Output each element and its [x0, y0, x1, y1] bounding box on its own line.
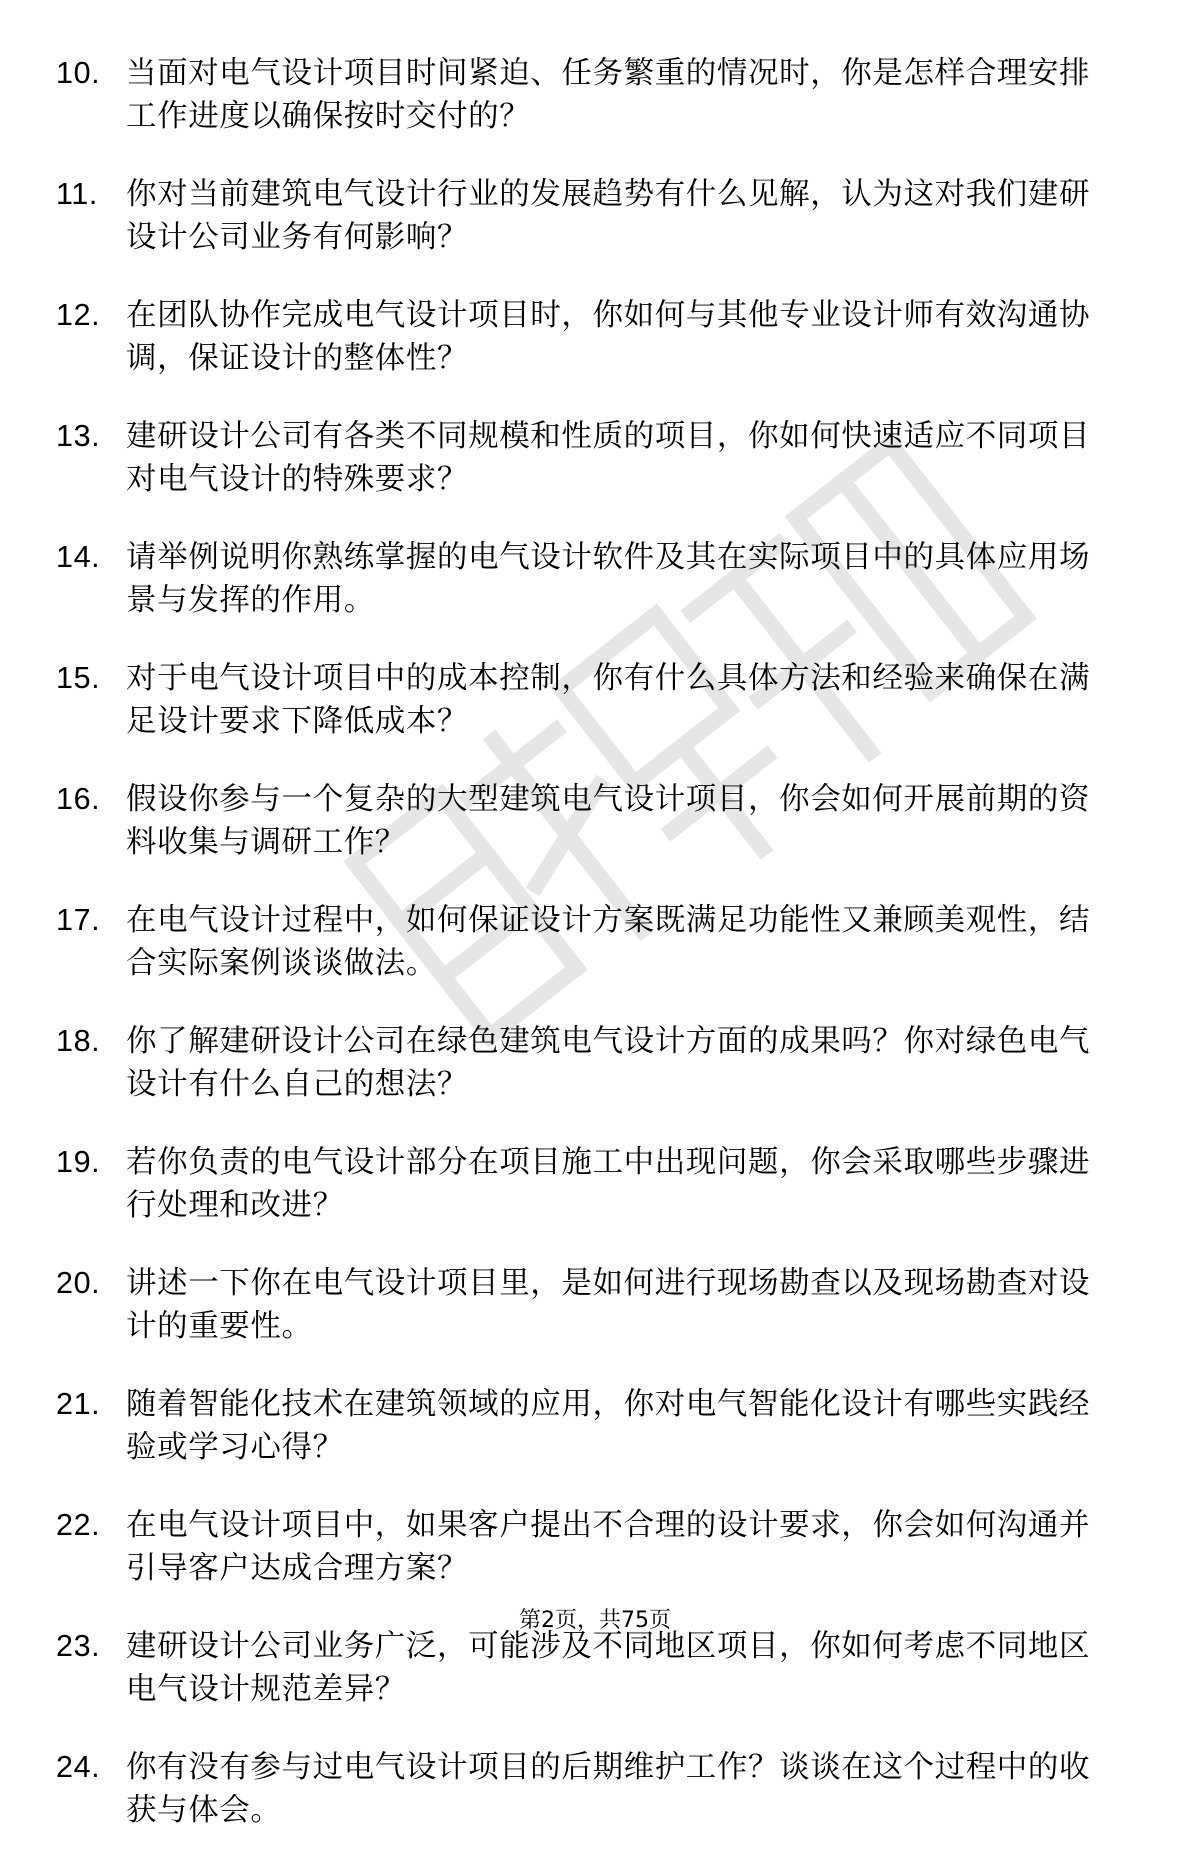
question-item: [56, 1020, 1116, 1106]
question-number: 22.: [56, 1508, 101, 1542]
question-item: [56, 415, 1116, 501]
question-number: 17.: [56, 903, 101, 937]
question-item: [56, 1504, 1116, 1590]
question-text: 请举例说明你熟练掌握的电气设计软件及其在实际项目中的具体应用场景与发挥的作用。: [126, 540, 1091, 618]
question-text: 对于电气设计项目中的成本控制，你有什么具体方法和经验来确保在满足设计要求下降低成本？: [126, 661, 1091, 739]
question-list: [56, 52, 1116, 1867]
page-number-label: 第2页，共75页: [519, 1608, 671, 1633]
question-item: [56, 294, 1116, 380]
question-number: 12.: [56, 298, 101, 332]
question-number: 19.: [56, 1145, 101, 1179]
question-number: 23.: [56, 1629, 101, 1663]
question-text: 假设你参与一个复杂的大型建筑电气设计项目，你会如何开展前期的资料收集与调研工作？: [126, 782, 1091, 860]
question-item: [56, 1262, 1116, 1348]
question-number: 16.: [56, 782, 101, 816]
question-item: [56, 899, 1116, 985]
question-item: [56, 173, 1116, 259]
question-number: 10.: [56, 56, 101, 90]
question-item: [56, 1625, 1116, 1711]
question-text: 讲述一下你在电气设计项目里，是如何进行现场勘查以及现场勘查对设计的重要性。: [126, 1266, 1091, 1344]
question-text: 在电气设计过程中，如何保证设计方案既满足功能性又兼顾美观性，结合实际案例谈谈做法。: [126, 903, 1091, 981]
question-text: 在团队协作完成电气设计项目时，你如何与其他专业设计师有效沟通协调，保证设计的整体性？: [126, 298, 1091, 376]
question-number: 13.: [56, 419, 101, 453]
question-number: 14.: [56, 540, 101, 574]
question-number: 18.: [56, 1024, 101, 1058]
question-item: [56, 1141, 1116, 1227]
question-item: [56, 657, 1116, 743]
question-text: 在电气设计项目中，如果客户提出不合理的设计要求，你会如何沟通并引导客户达成合理方案？: [126, 1508, 1091, 1586]
question-number: 11.: [56, 177, 98, 211]
question-text: 你了解建研设计公司在绿色建筑电气设计方面的成果吗？你对绿色电气设计有什么自己的想法？: [126, 1024, 1091, 1102]
question-item: [56, 1746, 1116, 1832]
page-footer: [0, 1606, 1190, 1636]
question-number: 21.: [56, 1387, 101, 1421]
question-number: 24.: [56, 1750, 101, 1784]
question-text: 若你负责的电气设计部分在项目施工中出现问题，你会采取哪些步骤进行处理和改进？: [126, 1145, 1091, 1223]
question-text: 建研设计公司业务广泛，可能涉及不同地区项目，你如何考虑不同地区电气设计规范差异？: [126, 1629, 1091, 1707]
question-item: [56, 778, 1116, 864]
question-item: [56, 1383, 1116, 1469]
question-item: [56, 52, 1116, 138]
question-text: 你对当前建筑电气设计行业的发展趋势有什么见解，认为这对我们建研设计公司业务有何影响？: [126, 177, 1091, 255]
question-text: 随着智能化技术在建筑领域的应用，你对电气智能化设计有哪些实践经验或学习心得？: [126, 1387, 1091, 1465]
question-text: 当面对电气设计项目时间紧迫、任务繁重的情况时，你是怎样合理安排工作进度以确保按时交付的？: [126, 56, 1091, 134]
question-number: 15.: [56, 661, 101, 695]
question-number: 20.: [56, 1266, 101, 1300]
question-item: [56, 536, 1116, 622]
question-text: 你有没有参与过电气设计项目的后期维护工作？谈谈在这个过程中的收获与体会。: [126, 1750, 1091, 1828]
question-text: 建研设计公司有各类不同规模和性质的项目，你如何快速适应不同项目对电气设计的特殊要求？: [126, 419, 1091, 497]
